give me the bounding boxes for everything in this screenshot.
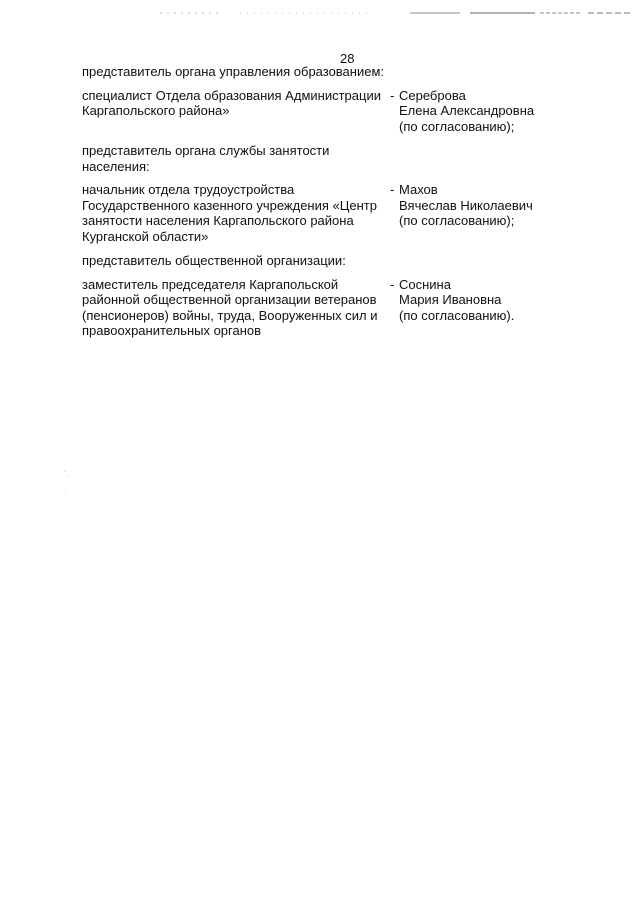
scan-margin-specks <box>62 468 72 498</box>
dash: - <box>390 87 395 103</box>
member-name: Сереброва Елена Александровна (по согласованию); <box>399 87 535 134</box>
member-name-block <box>390 88 552 135</box>
group-label-public-organization: представитель общественной организации: <box>82 253 346 268</box>
member-row-education <box>82 88 552 135</box>
commission-member-list <box>82 64 552 348</box>
group-label-employment: представитель органа службы занятости населения: <box>82 143 330 174</box>
member-row-public-organization <box>82 277 552 339</box>
member-position: заместитель председателя Каргапольской районной общественной организации ветеранов (пенсионеров) войны, труда, Вооруженных сил и правоохранительных органов <box>82 276 378 338</box>
member-position: начальник отдела трудоустройства Государственного казенного учреждения «Центр занятости населения Каргапольского района Курганской области» <box>82 182 377 244</box>
dash: - <box>390 182 395 197</box>
dash: - <box>390 276 395 292</box>
page-number: 28 <box>340 51 355 66</box>
member-name: Махов Вячеслав Николаевич (по согласованию); <box>399 182 533 228</box>
group-label-education: представитель органа управления образованием: <box>82 64 385 79</box>
member-name-block <box>390 277 552 339</box>
member-row-employment <box>82 182 552 244</box>
scan-artifact-marks <box>160 10 630 16</box>
member-name-block <box>390 182 552 244</box>
member-name: Соснина Мария Ивановна (по согласованию). <box>399 276 515 323</box>
member-position: специалист Отдела образования Администрации Каргапольского района» <box>82 87 381 118</box>
